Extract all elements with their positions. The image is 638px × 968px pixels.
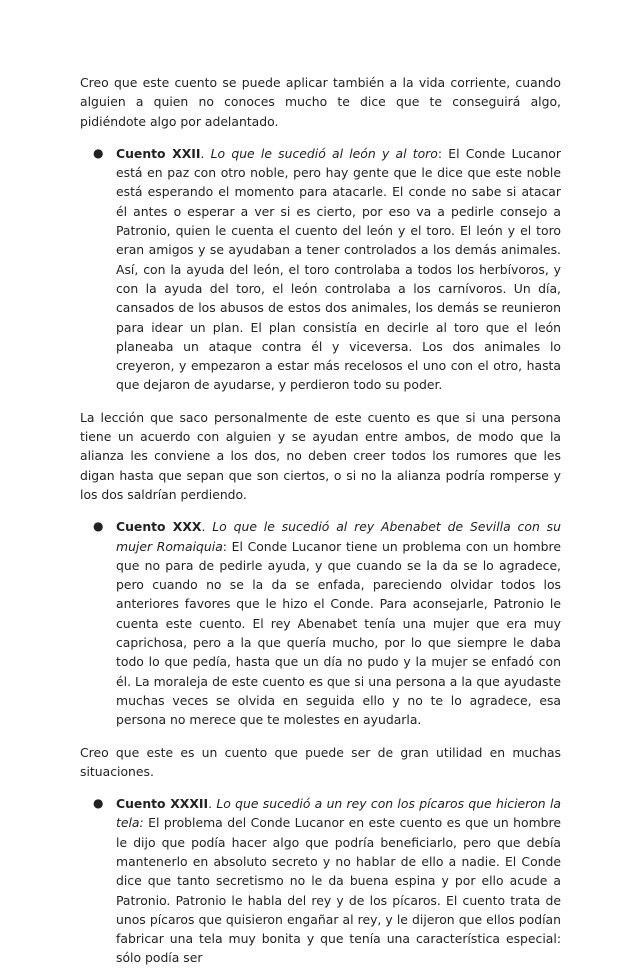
story-label: Cuento XXXII bbox=[116, 796, 209, 812]
story-title: Lo que sucedió a un rey con los pícaros que hicieron la tela: bbox=[116, 796, 561, 831]
story-title: Lo que le sucedió al león y al toro bbox=[210, 145, 438, 161]
story-label: Cuento XXII bbox=[116, 145, 201, 161]
bullet-icon: ● bbox=[93, 796, 104, 811]
story-title-suffix: : bbox=[222, 538, 232, 554]
spacer bbox=[80, 131, 561, 144]
spacer bbox=[80, 504, 561, 517]
story-list-3 bbox=[80, 794, 561, 968]
intro-paragraph: Creo que este cuento se puede aplicar también a la vida corriente, cuando alguien a quien no conoces mucho te dice que te conseguirá algo, pidiéndote algo por adelantado. bbox=[80, 75, 561, 129]
story-separator: . bbox=[200, 145, 211, 161]
story-title-suffix: : bbox=[437, 145, 449, 161]
bullet-icon: ● bbox=[93, 145, 104, 160]
story-title: Lo que le sucedió al rey Abenabet de Sevilla con su mujer Romaiquia bbox=[116, 519, 561, 554]
story-body: El problema del Conde Lucanor en este cuento es que un hombre le dijo que podía hacer algo que podría beneficiarlo, pero que debía mantenerlo en absoluto secreto y no hablar de ello a nadie. El Conde dice que tanto secretismo no le da buena espina y por ello acude a Patronio. Patronio le habla del rey y de los pícaros. El cuento trata de unos pícaros que quisieron engañar al rey, y le dijeron que ellos podían fabricar una tela muy bonita y que tenía una característica especial: sólo podía ser bbox=[116, 815, 561, 966]
spacer bbox=[80, 781, 561, 794]
story-body: El Conde Lucanor tiene un problema con un hombre que no para de pedirle ayuda, y que cuando se la da se lo agradece, pero cuando no se la da se enfada, pareciendo olvidar todos los anteriores favores que le hizo el Conde. Para aconsejarle, Patronio le cuenta este cuento. El rey Abenabet tenía una mujer que era muy caprichosa, pero a la que quería mucho, por lo que siempre le daba todo lo que pedía, hasta que un día no pudo y la mujer se enfadó con él. La moraleja de este cuento es que si una persona a la que ayudaste muchas veces se olvida en seguida ello y no te lo agradece, esa persona no merece que te molestes en ayudarla. bbox=[116, 538, 561, 728]
story-separator: . bbox=[201, 519, 213, 535]
spacer bbox=[80, 395, 561, 408]
bullet-icon: ● bbox=[93, 519, 104, 534]
story-body: El Conde Lucanor está en paz con otro noble, pero hay gente que le dice que este noble está esperando el momento para atacarle. El conde no sabe si atacar él antes o esperar a ver si es cierto, por eso va a pedirle consejo a Patronio, quien le cuenta el cuento del león y el toro. El león y el toro eran amigos y se ayudaban a tener controlados a los demás animales. Así, con la ayuda del león, el toro controlaba a todos los herbívoros, y con la ayuda del toro, el león controlaba a los carnívoros. Un día, cansados de los abusos de estos dos animales, los demás se reunieron para idear un plan. El plan consistía en decirle al toro que el león planeaba un ataque contra él y viceversa. Los dos animales lo creyeron, y empezaron a estar más recelosos el uno con el otro, hasta que dejaron de ayudarse, y perdieron todo su poder. bbox=[116, 145, 561, 393]
story-separator: . bbox=[208, 796, 217, 812]
spacer bbox=[80, 730, 561, 743]
list-item-cuento-xxii bbox=[80, 144, 561, 395]
list-item-cuento-xxx bbox=[80, 517, 561, 729]
document-page bbox=[80, 73, 561, 968]
story-label: Cuento XXX bbox=[116, 519, 202, 535]
lesson-paragraph: La lección que saco personalmente de este cuento es que si una persona tiene un acuerdo con alguien y se ayudan entre ambos, de modo que la alianza les conviene a los dos, no deben creer todos los rumores que les digan hasta que sepan que son ciertos, o si no la alianza podría romperse y los dos saldrían perdiendo. bbox=[80, 409, 561, 502]
story-list-2 bbox=[80, 517, 561, 729]
opinion-paragraph: Creo que este es un cuento que puede ser de gran utilidad en muchas situaciones. bbox=[80, 744, 561, 779]
story-list-1 bbox=[80, 144, 561, 395]
list-item-cuento-xxxii bbox=[80, 794, 561, 968]
